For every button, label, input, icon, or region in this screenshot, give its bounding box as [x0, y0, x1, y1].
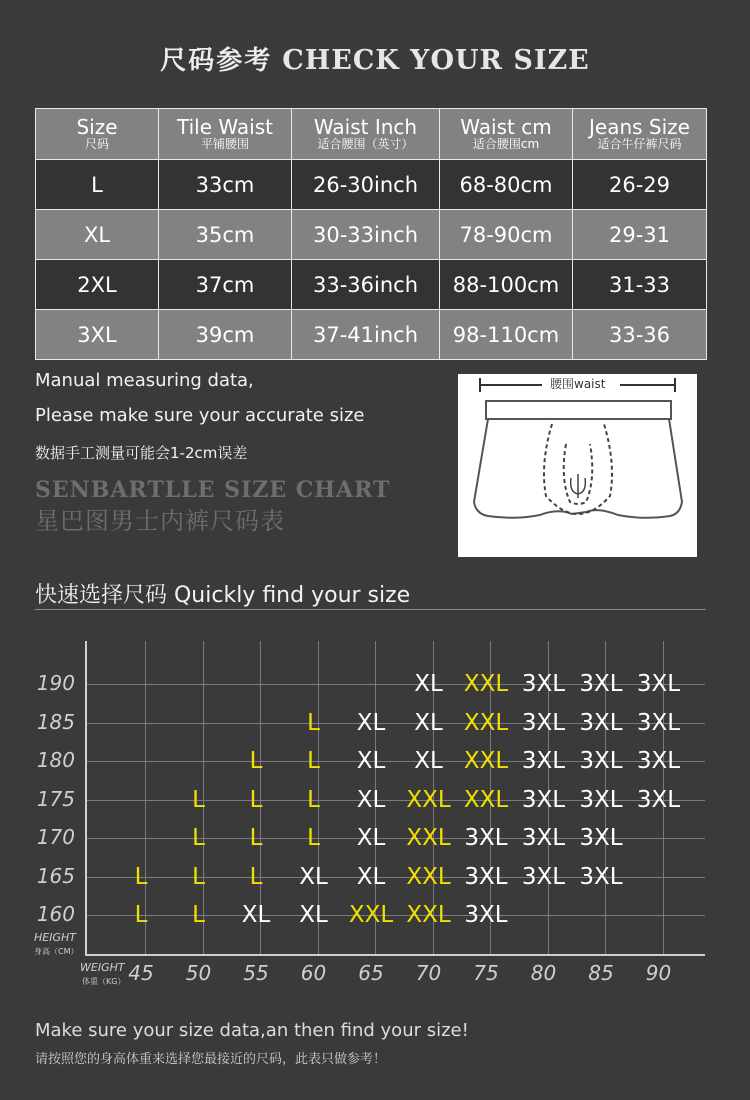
size-cell: L — [249, 863, 263, 890]
weight-tick-label: 55 — [243, 961, 269, 985]
size-cell: XL — [299, 902, 328, 928]
size-cell: 3XL — [579, 786, 623, 813]
height-tick-label: 170 — [36, 825, 75, 849]
table-cell: 39cm — [159, 310, 292, 360]
table-cell: 3XL — [36, 310, 159, 360]
size-cell: XXL — [406, 902, 451, 928]
size-cell: XL — [356, 786, 386, 813]
size-cell: 3XL — [521, 748, 566, 774]
size-cell: 3XL — [521, 825, 566, 851]
size-cell: 3XL — [521, 863, 566, 890]
size-table-header — [36, 109, 707, 160]
note-line-3: 数据手工测量可能会1-2cm误差 — [35, 444, 248, 462]
table-cell: 88-100cm — [440, 260, 573, 310]
underwear-illustration — [458, 374, 697, 557]
header-cell: Tile Waist 平铺腰围 — [159, 109, 292, 160]
size-cell: 3XL — [464, 825, 508, 851]
weight-tick-label: 45 — [128, 961, 154, 985]
size-cell: L — [192, 786, 205, 813]
size-cell: XXL — [406, 863, 451, 890]
size-cell: 3XL — [636, 671, 681, 697]
table-cell: 30-33inch — [292, 210, 440, 260]
weight-tick-label: 75 — [473, 961, 499, 985]
size-cell: L — [192, 902, 205, 928]
quick-find-title: 快速选择尺码 Quickly find your size — [35, 583, 411, 608]
table-row — [36, 260, 707, 310]
size-table — [35, 108, 707, 360]
table-cell: 26-30inch — [292, 160, 440, 210]
height-axis-label: HEIGHT — [34, 931, 76, 944]
size-cell: 3XL — [579, 671, 623, 697]
weight-tick-label: 65 — [358, 961, 384, 985]
weight-tick-label: 90 — [645, 961, 672, 985]
weight-tick-label: 50 — [185, 961, 212, 985]
table-cell: 98-110cm — [440, 310, 573, 360]
size-cell: L — [192, 863, 205, 890]
size-cell: XL — [356, 825, 386, 851]
table-cell: 2XL — [36, 260, 159, 310]
header-cell: Jeans Size 适合牛仔裤尺码 — [573, 109, 707, 160]
weight-tick-label: 70 — [415, 961, 442, 985]
table-cell: 37-41inch — [292, 310, 440, 360]
table-cell: 68-80cm — [440, 160, 573, 210]
header-cell: Size 尺码 — [36, 109, 159, 160]
weight-axis-label: WEIGHT — [80, 961, 125, 974]
size-cell: L — [134, 863, 148, 890]
y-axis-line — [85, 641, 87, 956]
table-cell: 33cm — [159, 160, 292, 210]
size-cell: 3XL — [464, 863, 508, 890]
brand-title-zh: 星巴图男士内裤尺码表 — [35, 507, 285, 535]
height-tick-label: 165 — [36, 863, 75, 888]
size-cell: L — [307, 748, 320, 774]
size-cell: L — [307, 709, 320, 736]
size-cell: XL — [356, 863, 386, 890]
size-cell: 3XL — [521, 709, 566, 736]
size-cell: XXL — [406, 786, 451, 813]
size-cell: 3XL — [464, 902, 508, 928]
size-cell: XL — [356, 709, 386, 736]
size-cell: 3XL — [636, 748, 681, 774]
size-cell: XXL — [463, 671, 509, 697]
title-en: CHECK YOUR SIZE — [282, 45, 590, 76]
table-cell: XL — [36, 210, 159, 260]
size-cell: XL — [414, 748, 443, 774]
x-axis-line — [85, 954, 705, 956]
size-cell: 3XL — [636, 786, 681, 813]
size-cell: L — [134, 902, 148, 928]
size-cell: 3XL — [579, 709, 623, 736]
weight-axis-label-zh: 体重（KG） — [82, 977, 126, 986]
weight-tick-label: 85 — [588, 961, 614, 985]
header-cell: Waist Inch 适合腰围（英寸） — [292, 109, 440, 160]
size-cell: L — [307, 825, 320, 851]
table-row — [36, 160, 707, 210]
table-row — [36, 210, 707, 260]
size-cell: 3XL — [521, 786, 566, 813]
height-axis-label-zh: 身高（CM） — [34, 947, 79, 956]
size-cell: XL — [414, 671, 443, 697]
size-cell: XL — [356, 748, 386, 774]
size-cell: L — [249, 825, 263, 851]
size-cell: L — [192, 825, 205, 851]
size-cell: XXL — [348, 902, 394, 928]
size-cell: 3XL — [521, 671, 566, 697]
table-cell: 29-31 — [573, 210, 707, 260]
size-cell: 3XL — [579, 825, 623, 851]
size-cell: XXL — [463, 786, 509, 813]
size-cell: XL — [414, 709, 443, 736]
table-cell: 33-36 — [573, 310, 707, 360]
table-cell: 31-33 — [573, 260, 707, 310]
size-cell: 3XL — [636, 709, 681, 736]
weight-tick-label: 60 — [300, 961, 327, 985]
table-row — [36, 310, 707, 360]
size-cell: 3XL — [579, 748, 623, 774]
weight-tick-label: 80 — [530, 961, 557, 985]
header-cell: Waist cm 适合腰围cm — [440, 109, 573, 160]
size-cell: L — [249, 786, 263, 813]
size-cell: L — [307, 786, 320, 813]
table-cell: 78-90cm — [440, 210, 573, 260]
brand-title-en: SENBARTLLE SIZE CHART — [35, 477, 391, 503]
table-cell: 26-29 — [573, 160, 707, 210]
size-cell: XXL — [463, 709, 509, 736]
title-zh: 尺码参考 — [160, 46, 273, 76]
note-line-2: Please make sure your accurate size — [35, 405, 365, 426]
height-tick-label: 185 — [36, 709, 75, 734]
size-cell: XL — [241, 902, 271, 928]
waist-label: 腰围waist — [550, 377, 606, 391]
table-cell: L — [36, 160, 159, 210]
size-cell: L — [249, 748, 263, 774]
divider — [35, 609, 706, 610]
height-tick-label: 160 — [36, 902, 75, 926]
page-title — [0, 40, 750, 77]
note-line-1: Manual measuring data, — [35, 370, 254, 391]
table-cell: 37cm — [159, 260, 292, 310]
size-cell: XXL — [406, 825, 451, 851]
height-tick-label: 180 — [36, 748, 75, 772]
height-tick-label: 190 — [36, 671, 75, 695]
size-cell: XL — [299, 863, 328, 890]
footer-line-2: 请按照您的身高体重来选择您最接近的尺码，此表只做参考！ — [35, 1052, 387, 1067]
waist-diagram — [458, 374, 697, 557]
footer-line-1: Make sure your size data,an then find your size! — [35, 1020, 469, 1041]
table-cell: 33-36inch — [292, 260, 440, 310]
table-cell: 35cm — [159, 210, 292, 260]
height-tick-label: 175 — [36, 786, 75, 811]
size-cell: 3XL — [579, 863, 623, 890]
size-cell: XXL — [463, 748, 509, 774]
